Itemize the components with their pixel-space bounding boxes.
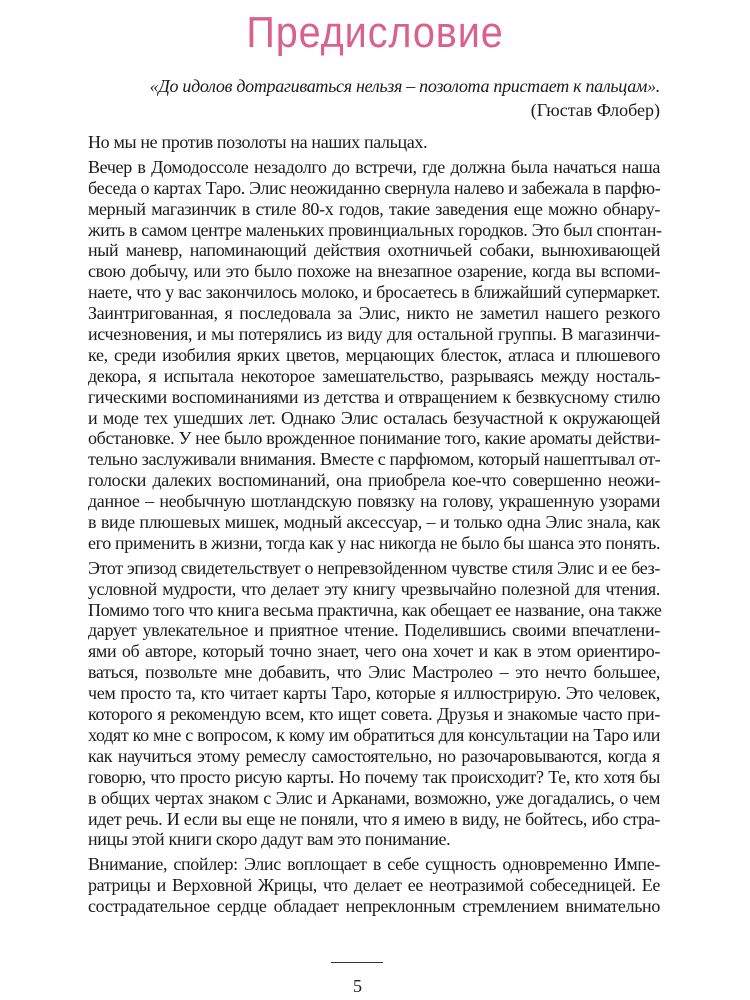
body-text [88,132,660,921]
text-line: ями об авторе, который точно знает, чего она хочет и как в этом ориентиро- [88,641,660,662]
text-line: мерный магазинчик в стиле 80-х годов, такие заведения еще можно обнару- [88,198,660,219]
text-line: Но мы не против позолоты на наших пальцах. [88,132,428,152]
text-line: ходят ко мне с вопросом, к кому им обратиться для консультации на Таро или [88,724,660,745]
text-line: сострадательное сердце обладает непреклонным стремлением внимательно [88,896,660,917]
text-line: Заинтригованная, я последовала за Элис, никто не заметил нашего резкого [88,303,660,324]
text-line: дарует увлекательное и приятное чтение. Поделившись своими впечатлени- [88,620,660,641]
text-line: условной мудрости, что делает эту книгу чрезвычайно полезной для чтения. [88,578,660,599]
text-line: ратрицы и Верховной Жрицы, что делает ее неотразимой собеседницей. Ее [88,875,660,896]
page-number-rule [331,962,383,963]
text-line: ницы этой книги скоро дадут вам это понимание. [88,829,451,850]
text-line: Вечер в Домодоссоле незадолго до встречи, где должна была начаться наша [88,156,660,177]
epigraph [150,76,660,121]
text-line: говорю, что просто рисую карты. Но почему так происходит? Те, кто хотя бы [88,766,660,787]
page-number: 5 [353,976,362,996]
text-line: ке, среди изобилия ярких цветов, мерцающих блесток, атласа и плюшевого [88,344,660,365]
text-line: и моде тех ушедших лет. Однако Элис осталась безучастной к окружающей [88,407,660,428]
text-line: данное – необычную шотландскую повязку на голову, украшенную узорами [88,491,660,512]
text-line: идет речь. И если вы еще не поняли, что я имею в виду, не бойтесь, ибо стра- [88,808,660,829]
epigraph-quote: «До идолов дотрагиваться нельзя – позолота пристает к пальцам». [149,76,660,96]
paragraph [88,558,660,850]
text-line: Помимо того что книга весьма практична, как обещает ее название, она также [88,599,662,620]
epigraph-author: (Гюстав Флобер) [530,100,660,120]
text-line: исчезновения, и мы потерялись из виду для остальной группы. В магазинчи- [88,324,660,345]
paragraph [88,854,660,917]
text-line: Этот эпизод свидетельствует о непревзойденном чувстве стиля Элис и ее без- [88,557,660,578]
text-line: свою добычу, или это было похоже на внезапное озарение, когда вы вспоми- [88,261,660,282]
text-line: жить в самом центре маленьких провинциальных городков. Это был спонтан- [88,219,662,240]
text-line: голоски далеких воспоминаний, она приобрела кое-что совершенно неожи- [88,470,660,491]
text-line: обстановке. У нее было врожденное понимание того, какие ароматы действи- [88,428,660,449]
text-line: Внимание, спойлер: Элис воплощает в себе сущность одновременно Импе- [88,854,660,875]
text-line: в общих чертах знаком с Элис и Арканами, возможно, уже догадались, о чем [88,787,660,808]
text-line: гическими воспоминаниями из детства и отвращением к безвкусному стилю [88,386,660,407]
text-line: чем просто та, кто читает карты Таро, которые я иллюстрирую. Это человек, [88,683,660,704]
paragraph [88,157,660,554]
text-line: его применить в жизни, тогда как у нас никогда не было бы шанса это понять. [88,532,661,553]
text-line: как научиться этому ремеслу самостоятельно, но разочаровываются, когда я [88,745,660,766]
text-line: наете, что у вас закончилось молоко, и бросаетесь в ближайший супермаркет. [88,282,660,303]
text-line: ваться, позвольте мне добавить, что Элис Мастролео – это нечто большее, [88,662,660,683]
paragraph [88,132,660,153]
text-line: декора, я испытала некоторое замешательство, разрываясь между носталь- [88,365,660,386]
chapter-title: Предисловие [246,8,504,57]
text-line: ный маневр, напоминающий действия охотничьей собаки, вынюхивающей [88,240,660,261]
text-line: которого я рекомендую всем, кто ищет совета. Друзья и знакомые часто при- [88,704,660,725]
text-line: беседа о картах Таро. Элис неожиданно свернула налево и забежала в парфю- [88,177,661,198]
text-line: тельно заслуживали внимания. Вместе с парфюмом, который нашептывал от- [88,449,661,470]
text-line: в виде плюшевых мишек, модный аксессуар, – и только одна Элис знала, как [88,512,660,533]
